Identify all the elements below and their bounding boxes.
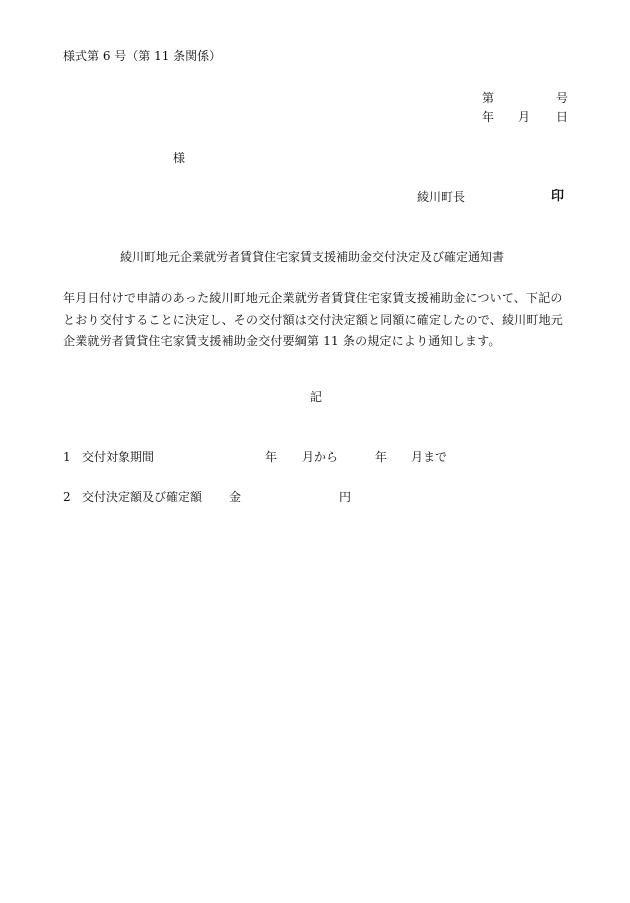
date-month: 月 [518, 110, 531, 124]
body-text: 日付けで申請のあった綾川町地元企業就労者賃貸住宅家賃支援補助金について、下記のとおり交付することに決定し、その交付額は交付決定額と同額に確定したので、綾川町地元企業就労者賃貸住宅家賃支援補助金交付要綱第 11 条の規定により通知します。 [63, 291, 563, 348]
issuer-title: 綾川町長 [417, 190, 466, 204]
form-number: 様式第 6 号（第 11 条関係） [63, 49, 222, 63]
addressee-suffix: 様 [173, 151, 186, 165]
document-title: 綾川町地元企業就労者賃貸住宅家賃支援補助金交付決定及び確定通知書 [120, 250, 505, 264]
item-number: 1 [63, 450, 71, 464]
item-label: 交付決定額及び確定額 [82, 490, 203, 504]
period-start-month: 月から [302, 450, 339, 464]
amount-yen: 円 [339, 490, 352, 504]
body-year: 年 [63, 291, 76, 305]
item-number: 2 [63, 490, 71, 504]
doc-number-go: 号 [556, 91, 569, 105]
seal-mark: 印 [551, 189, 565, 204]
item-label: 交付対象期間 [82, 450, 155, 464]
amount-kin: 金 [229, 490, 242, 504]
date-year: 年 [482, 110, 495, 124]
body-month: 月 [75, 291, 88, 305]
ki-heading: 記 [310, 390, 323, 404]
period-start-year: 年 [265, 450, 278, 464]
period-end-year: 年 [375, 450, 388, 464]
date-day: 日 [556, 110, 569, 124]
notice-body [63, 288, 568, 353]
period-end-month: 月まで [411, 450, 448, 464]
doc-number-dai: 第 [482, 91, 495, 105]
